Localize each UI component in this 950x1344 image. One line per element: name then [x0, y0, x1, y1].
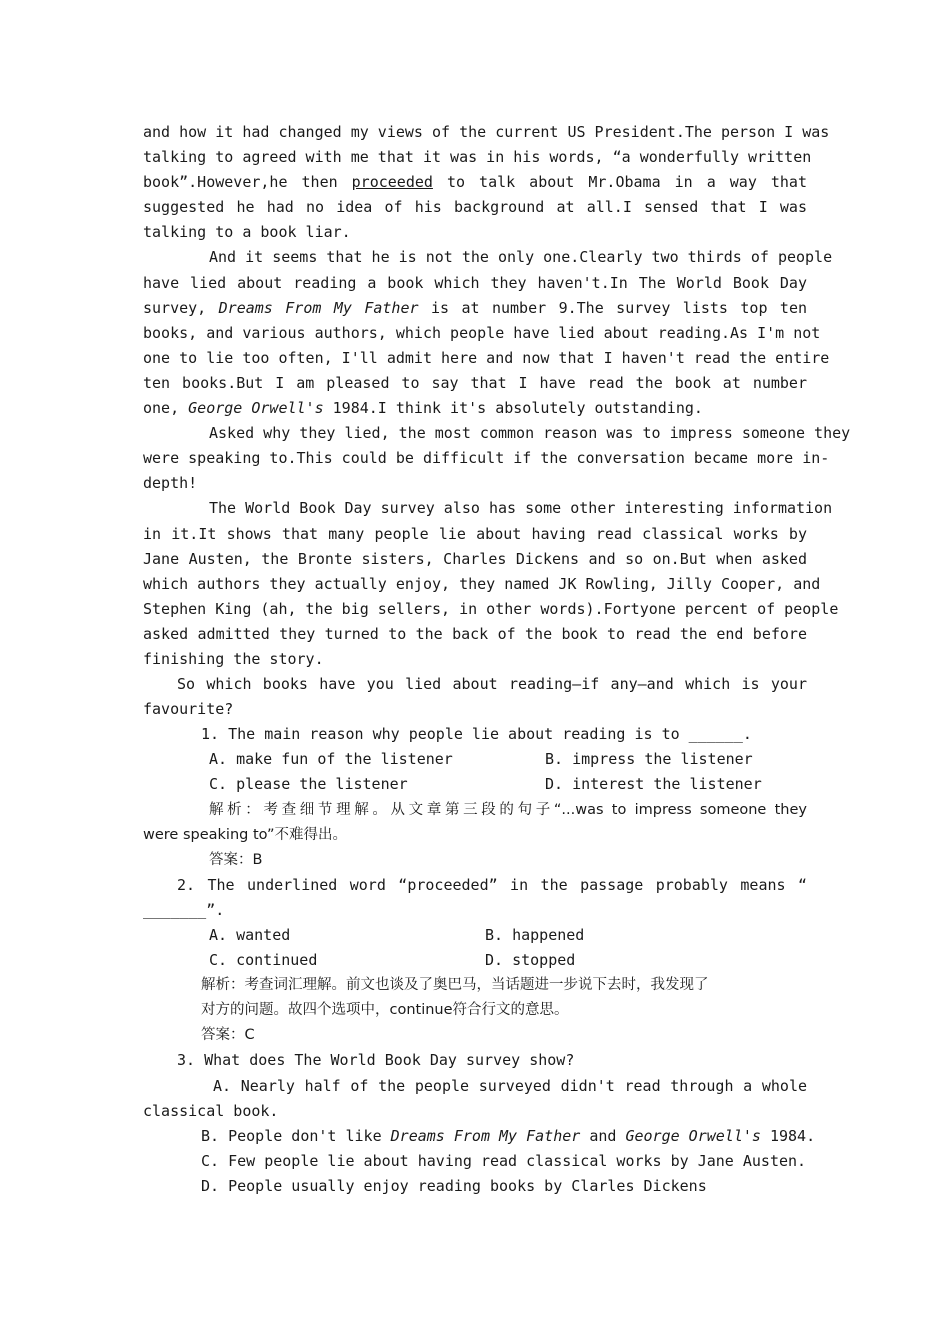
passage [143, 120, 851, 722]
passage-line [143, 296, 807, 321]
analysis-text: 解析：考查词汇理解。前文也谈及了奥巴马，当话题进一步说下去时，我发现了 [201, 977, 709, 994]
passage-line: in it.It shows that many people lie about having read classical works by [143, 524, 807, 543]
passage-line: favourite? [143, 700, 234, 719]
passage-line: and how it had changed my views of the current US President.The person I was [143, 123, 830, 141]
passage-line: finishing the story. [143, 649, 324, 668]
passage-line: suggested he had no idea of his background at all.I sensed that I was [143, 198, 807, 217]
passage-line: which authors they actually enjoy, they named JK Rowling, Jilly Cooper, and [143, 574, 821, 593]
option-b: B. impress the listener [545, 750, 753, 769]
text-run: survey, [143, 298, 219, 317]
option-d: D. interest the listener [545, 775, 762, 794]
analysis-text: were speaking to”不难得出。 [143, 826, 347, 843]
text-run: B. People don't like [201, 1126, 391, 1145]
passage-line: The World Book Day survey also has some other interesting information [209, 499, 833, 518]
passage-line: depth! [143, 474, 198, 493]
passage-line: So which books have you lied about reading—if any—and which is your [177, 675, 807, 694]
option-row [143, 747, 807, 772]
question-1 [143, 722, 807, 873]
passage-line: were speaking to.This could be difficult if the conversation became more in- [143, 449, 830, 468]
passage-line: talking to a book liar. [143, 223, 351, 242]
text-run: is at number 9.The survey lists top ten [418, 298, 808, 317]
question-2 [143, 873, 807, 1049]
option-a: A. make fun of the listener [209, 750, 453, 769]
text-run: 1984.I think it's absolutely outstanding. [323, 399, 703, 418]
underlined-word: proceeded [351, 173, 433, 192]
option-row [143, 948, 807, 973]
question-stem: 1. The main reason why people lie about reading is to ______. [201, 725, 752, 744]
passage-line [143, 396, 807, 421]
passage-line: And it seems that he is not the only one.Clearly two thirds of people [209, 248, 833, 267]
passage-line: one to lie too often, I'll admit here and now that I haven't read the entire [143, 348, 830, 367]
text-run: to talk about Mr.Obama in a way that [432, 173, 807, 192]
author-name: George Orwell's [188, 399, 324, 418]
question-stem: 3. What does The World Book Day survey show? [177, 1051, 575, 1070]
book-title: Dreams From My Father [218, 298, 419, 317]
passage-line: ten books.But I am pleased to say that I have read the book at number [143, 373, 807, 392]
passage-line: have lied about reading a book which they haven't.In The World Book Day [143, 273, 807, 292]
passage-line: talking to agreed with me that it was in his words, “a wonderfully written [143, 148, 812, 167]
option-a: A. Nearly half of the people surveyed didn't read through a whole [213, 1076, 807, 1095]
text-run: one, [143, 399, 189, 418]
passage-line [143, 170, 807, 195]
author-name: George Orwell's [625, 1126, 761, 1145]
book-title: Dreams From My Father [390, 1126, 581, 1145]
answer-text: 答案：C [201, 1027, 255, 1044]
text-run: 1984. [760, 1126, 816, 1145]
answer-text: 答案：B [209, 851, 263, 868]
question-3 [143, 1048, 816, 1199]
document-page [143, 120, 851, 1199]
option-a-continued: classical book. [143, 1101, 279, 1120]
passage-line: asked admitted they turned to the back of the book to read the end before [143, 624, 807, 643]
text-run: book”.However,he then [143, 173, 352, 192]
option-a: A. wanted [209, 926, 291, 944]
question-stem: 2. The underlined word “proceeded” in the passage probably means “ [177, 875, 807, 894]
analysis-text: 对方的问题。故四个选项中，continue符合行文的意思。 [201, 1002, 569, 1019]
question-stem: _______”. [143, 900, 225, 919]
option-c: C. Few people lie about having read classical works by Jane Austen. [201, 1151, 807, 1170]
passage-line: books, and various authors, which people have lied about reading.As I'm not [143, 323, 821, 342]
passage-line: Jane Austen, the Bronte sisters, Charles Dickens and so on.But when asked [143, 549, 807, 568]
option-d: D. stopped [485, 951, 576, 970]
option-row [143, 923, 807, 948]
text-run: and [580, 1126, 626, 1145]
passage-line: Asked why they lied, the most common reason was to impress someone they [209, 424, 851, 443]
option-d: D. People usually enjoy reading books by Clarles Dickens [201, 1176, 707, 1195]
option-row [143, 772, 807, 797]
option-c: C. please the listener [209, 775, 408, 794]
passage-line: Stephen King (ah, the big sellers, in other words).Fortyone percent of people [143, 599, 839, 618]
option-c: C. continued [209, 951, 318, 970]
option-b: B. happened [485, 926, 585, 944]
option-b [143, 1124, 816, 1149]
analysis-text: 解析：考查细节理解。从文章第三段的句子“...was to impress someone they [209, 801, 807, 818]
